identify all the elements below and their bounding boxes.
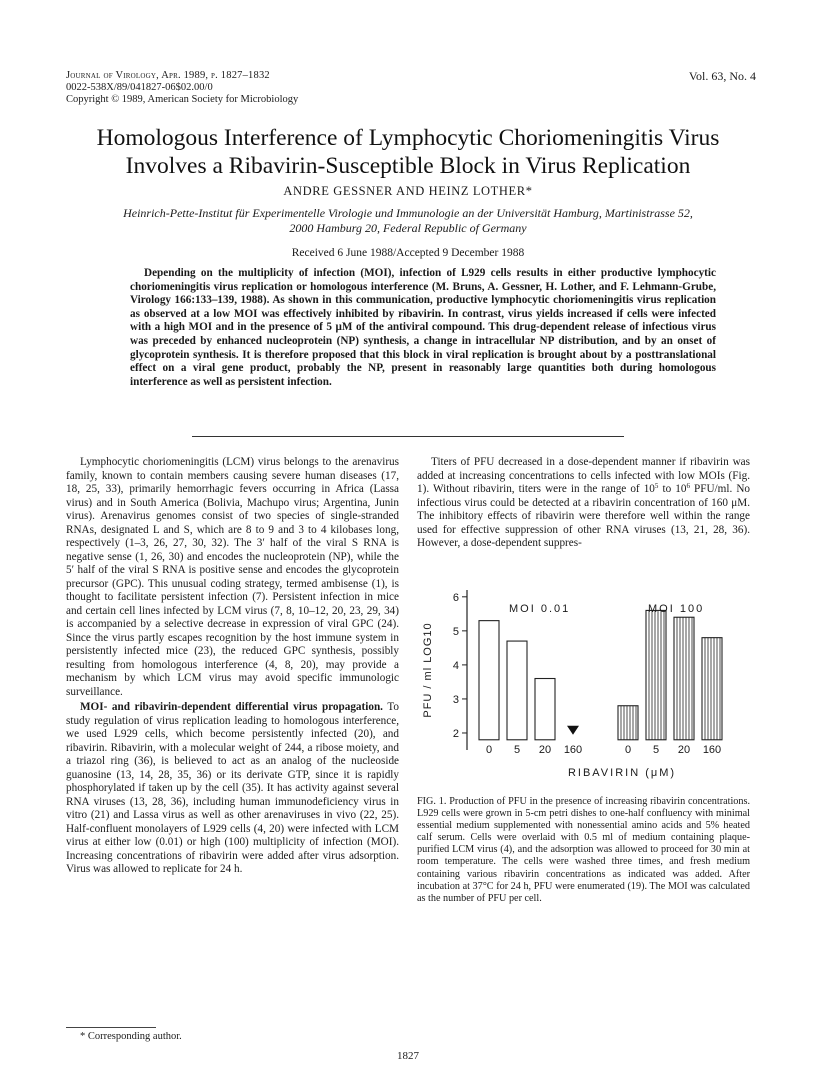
below-detection-marker: [567, 726, 579, 735]
x-tick-label: 20: [677, 743, 691, 756]
abstract: Depending on the multiplicity of infection (MOI), infection of L929 cells results in either productive lymphocytic choriomeningitis virus replication or homologous interference (M. Bruns, A. Gessner, H. Lother, and F. Lehmann-Grube, Virology 166:133–139, 1988). As shown in this communication, productive lymphocytic choriomeningitis virus replication as observed at a low MOI was effectively inhibited by ribavirin. In contrast, virus yields increased if cells were infected with a high MOI and in the presence of 5 μM of the antiviral compound. This drug-dependent release of infectious virus was preceded by enhanced nucleoprotein (NP) synthesis, a change in intracellular NP distribution, and by an onset of glycoprotein synthesis. It is therefore proposed that this block in viral replication is brought about by a posttranslational effect on a viral gene product, probably the NP, present in reasonably large quantities both during homologous interference as well as persistent infection.: [130, 267, 716, 388]
exponent-5: 5: [654, 482, 659, 490]
series-label: MOI 0.01: [509, 603, 571, 615]
x-tick-label: 5: [513, 743, 521, 756]
received-dates: Received 6 June 1988/Accepted 9 December 1988: [291, 247, 525, 259]
bar: [535, 679, 555, 740]
affiliation: [60, 206, 756, 236]
y-axis-label: PFU / ml LOG10: [422, 622, 434, 718]
title-line-1: Homologous Interference of Lymphocytic Choriomeningitis Virus: [96, 125, 720, 151]
bar: [479, 621, 499, 740]
series-label: MOI 100: [648, 603, 705, 615]
section-heading: MOI- and ribavirin-dependent differential virus propagation.: [80, 701, 383, 713]
section-divider: [192, 436, 624, 437]
caption-label: FIG. 1.: [417, 796, 447, 807]
pfu-text-b: to 10: [658, 483, 687, 495]
x-tick-label: 20: [538, 743, 552, 756]
footnote-rule: [66, 1027, 156, 1028]
y-tick-label: 6: [452, 591, 459, 604]
results-paragraph: [66, 701, 399, 877]
pfu-text-c: PFU/ml. No infectious virus could be detected at a ribavirin concentration of 160 μM. The inhibitory effects of ribavirin were therefore well within the range used for effective suppression of other RNA viruses (13, 21, 28, 36). However, a dose-dependent suppres-: [417, 483, 750, 549]
authors: ANDRE GESSNER AND HEINZ LOTHER*: [283, 184, 533, 198]
bar: [507, 641, 527, 740]
x-tick-label: 0: [485, 743, 493, 756]
x-tick-label: 0: [624, 743, 632, 756]
y-tick-label: 4: [452, 659, 459, 672]
copyright-line: Copyright © 1989, American Society for Microbiology: [66, 94, 299, 105]
running-header: [66, 70, 298, 106]
x-tick-label: 5: [652, 743, 660, 756]
journal-citation: Journal of Virology, Apr. 1989, p. 1827–1832: [66, 70, 270, 81]
figure-1-chart: [417, 590, 750, 788]
y-tick-label: 3: [452, 693, 459, 706]
figure-caption: [417, 796, 750, 905]
volume-label: Vol. 63, No. 4: [688, 69, 756, 83]
y-tick-label: 2: [452, 727, 459, 740]
page-number: 1827: [397, 1050, 419, 1062]
caption-text: Production of PFU in the presence of increasing ribavirin concentrations. L929 cells were grown in 5-cm petri dishes to one-half confluency with minimal essential medium supplemented with nonessential amino acids and 5% heated calf serum. Cells were overlaid with 0.5 ml of medium containing plaque-purified LCM virus (4), and the adsorption was allowed to proceed for 30 min at room temperature. The cells were washed three times, and fresh medium containing various ribavirin concentrations as indicated was added. After incubation at 37°C for 24 h, PFU were enumerated (19). The MOI was calculated as the number of PFU per cell.: [417, 796, 750, 904]
x-axis-label: RIBAVIRIN (μM): [567, 766, 677, 779]
affiliation-line-2: 2000 Hamburg 20, Federal Republic of Germany: [289, 221, 527, 235]
intro-paragraph: Lymphocytic choriomeningitis (LCM) virus belongs to the arenavirus family, known to contain members causing severe human diseases (17, 18, 25, 33), primarily hemorrhagic fevers occurring in Africa (Lassa virus) and in South America (Bolivia, Machupo virus; Argentina, Junin virus). Arenavirus genomes consist of two species of single-stranded RNAs, designated L and S, which are 8 to 9 and 3 to 4 kilobases long, respectively (1–3, 26, 27, 30, 32). The 3′ half of the viral S RNA is negative sense (1, 26, 30) and encodes the nucleoprotein (NP), while the 5′ half of the viral S RNA is positive sense and encodes the glycoprotein precursor (GPC). This unusual coding strategy, termed ambisense (1), is thought to facilitate persistent infection (7). Persistent infection in mice and certain cell lines infected by LCM virus (7, 8, 10–12, 20, 23, 29, 34) is accompanied by a selective decrease in expression of viral GPC (24). Since the virus partly escapes recognition by the host immune system in persistently infected mice (23), the reduced GPC synthesis, possibly resulting from homologous interference (4, 8, 20), may provide a mechanism by which LCM virus may avoid specific immunologic surveillance.: [66, 456, 399, 698]
title-line-2: Involves a Ribavirin-Susceptible Block in Virus Replication: [125, 153, 691, 179]
pfu-paragraph: [417, 456, 750, 551]
pfu-text-a: Titers of PFU decreased in a dose-dependent manner if ribavirin was added at increasing concentrations to cells infected with low MOIs (Fig. 1). Without ribavirin, titers were in the range of 10: [417, 456, 750, 495]
article-title: [40, 124, 776, 180]
body-column-left: [66, 456, 399, 877]
results-text: To study regulation of virus replication leading to homologous interference, we used L929 cells, which become persistently infected (20), and ribavirin. Ribavirin, with a molecular weight of 244, a ribose moiety, and a triazol ring (36), is believed to act as an analog of the nucleoside guanosine (13, 14, 28, 35, 36) or its derivate GTP, since it is rapidly phosphorylated if taken up by the cell (35). It has activity against several RNA viruses (13, 28, 36), including human immunodeficiency virus in vitro (21) and Lassa virus as well as other arenaviruses in vivo (22, 25). Half-confluent monolayers of L929 cells (4, 20) were infected with LCM virus at either low (0.01) or high (100) multiplicity of infection (MOI). Increasing concentrations of ribavirin were added after virus adsorption. Virus was allowed to replicate for 24 h.: [66, 701, 399, 875]
issn-line: 0022-538X/89/041827-06$02.00/0: [66, 82, 213, 93]
affiliation-line-1: Heinrich-Pette-Institut für Experimentelle Virologie und Immunologie an der Universität Hamburg, Martinistrasse 52,: [123, 206, 693, 220]
exponent-6: 6: [686, 482, 690, 490]
y-tick-label: 5: [452, 625, 459, 638]
x-tick-label: 160: [702, 743, 722, 756]
body-column-right: [417, 456, 750, 551]
x-tick-label: 160: [563, 743, 583, 756]
footnote: * Corresponding author.: [80, 1031, 182, 1042]
